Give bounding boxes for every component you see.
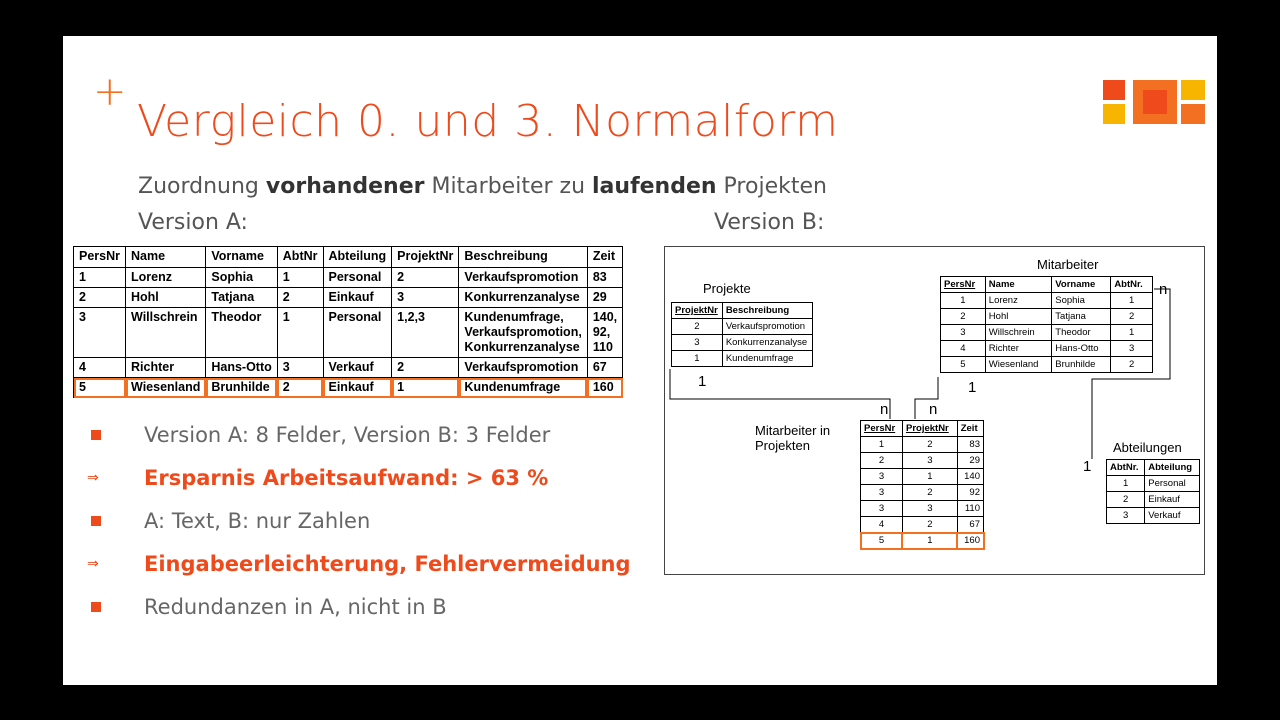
table-cell: 2 <box>902 485 957 501</box>
bullet-text: Ersparnis Arbeitsaufwand: > 63 % <box>144 466 549 490</box>
column-header: Beschreibung <box>722 303 812 319</box>
table-row <box>941 293 1153 309</box>
column-header: ProjektNr <box>392 247 459 268</box>
table-cell: 3 <box>74 308 126 358</box>
column-header-text: PersNr <box>944 279 976 290</box>
table-cell: Kundenumfrage <box>459 378 587 398</box>
table-row <box>1107 508 1200 524</box>
table-cell: 2 <box>277 378 323 398</box>
table-cell: Kundenumfrage, Verkaufspromotion, Konkurrenzanalyse <box>459 308 587 358</box>
table-cell: 3 <box>861 485 903 501</box>
column-header: PersNr <box>74 247 126 268</box>
table-cell: 4 <box>941 341 986 357</box>
version-a-label: Version A: <box>138 210 248 235</box>
table-cell: Verkaufspromotion <box>459 358 587 378</box>
table-cell: Theodor <box>1052 325 1111 341</box>
table-cell: Lorenz <box>126 268 206 288</box>
table-cell: 1 <box>277 268 323 288</box>
cardinality-projekte: 1 <box>698 373 707 390</box>
table-cell: 2 <box>902 437 957 453</box>
table-row <box>1107 492 1200 508</box>
table-row <box>861 501 984 517</box>
table-cell: Sophia <box>206 268 277 288</box>
bullet-item <box>87 592 647 622</box>
table-cell: 4 <box>74 358 126 378</box>
table-cell: 140 <box>957 469 983 485</box>
table-cell: Tatjana <box>1052 309 1111 325</box>
table-cell: 5 <box>941 357 986 373</box>
table-cell: Theodor <box>206 308 277 358</box>
mip-title: Mitarbeiter in Projekten <box>755 423 831 453</box>
version-b-label: Version B: <box>714 210 825 235</box>
mitarbeiter-title: Mitarbeiter <box>1037 257 1099 272</box>
table-cell: 110 <box>957 501 983 517</box>
table-row <box>74 358 623 378</box>
table-cell: 1 <box>277 308 323 358</box>
table-cell: 2 <box>277 288 323 308</box>
table-cell: Verkaufspromotion <box>459 268 587 288</box>
table-cell: Einkauf <box>323 378 392 398</box>
projekte-table <box>671 302 813 367</box>
column-header: Zeit <box>587 247 622 268</box>
table-row <box>941 357 1153 373</box>
table-cell: 3 <box>861 501 903 517</box>
table-row <box>74 288 623 308</box>
table-cell: Konkurrenzanalyse <box>722 335 812 351</box>
arrow-icon: ⇒ <box>87 556 99 572</box>
bullet-text: A: Text, B: nur Zahlen <box>144 509 371 533</box>
table-cell: 2 <box>392 268 459 288</box>
table-cell: Willschrein <box>126 308 206 358</box>
table-cell: 83 <box>587 268 622 288</box>
abteilungen-title: Abteilungen <box>1113 440 1182 455</box>
column-header: AbtNr <box>277 247 323 268</box>
table-cell: Brunhilde <box>206 378 277 398</box>
table-cell: 1 <box>902 533 957 549</box>
table-cell: Konkurrenzanalyse <box>459 288 587 308</box>
column-header <box>902 421 957 437</box>
cardinality-mip-n2: n <box>929 401 938 418</box>
table-row <box>1107 476 1200 492</box>
logo <box>1103 80 1205 124</box>
table-cell: 3 <box>941 325 986 341</box>
column-header-text: PersNr <box>864 423 896 434</box>
table-row <box>861 533 984 549</box>
table-cell: Hohl <box>126 288 206 308</box>
table-cell: 1 <box>1111 293 1153 309</box>
table-cell: 1 <box>74 268 126 288</box>
table-row <box>672 351 813 367</box>
table-cell: 3 <box>1111 341 1153 357</box>
bullet-item <box>87 506 647 536</box>
plus-icon: + <box>93 69 127 115</box>
arrow-icon: ⇒ <box>87 470 99 486</box>
column-header-text: ProjektNr <box>675 305 718 316</box>
table-cell: Sophia <box>1052 293 1111 309</box>
table-cell: 5 <box>861 533 903 549</box>
mip-table <box>860 420 984 549</box>
column-header: Abteilung <box>1145 460 1200 476</box>
table-row <box>941 309 1153 325</box>
page-title: Vergleich 0. und 3. Normalform <box>137 96 839 147</box>
table-cell: 2 <box>672 319 723 335</box>
table-row <box>861 437 984 453</box>
table-row <box>74 268 623 288</box>
table-cell: 3 <box>902 501 957 517</box>
square-bullet-icon <box>91 430 101 440</box>
column-header <box>861 421 903 437</box>
table-cell: Hans-Otto <box>206 358 277 378</box>
table-cell: 1 <box>1107 476 1145 492</box>
table-cell: Wiesenland <box>126 378 206 398</box>
abteilungen-table <box>1106 459 1200 524</box>
table-cell: 29 <box>587 288 622 308</box>
table-cell: 2 <box>74 288 126 308</box>
table-cell: Hans-Otto <box>1052 341 1111 357</box>
table-cell: Personal <box>1145 476 1200 492</box>
slide <box>63 36 1217 685</box>
table-row <box>941 341 1153 357</box>
table-cell: Einkauf <box>323 288 392 308</box>
column-header <box>941 277 986 293</box>
cardinality-abteilungen: 1 <box>1083 458 1092 475</box>
table-cell: Personal <box>323 268 392 288</box>
table-row <box>672 335 813 351</box>
table-cell: 1 <box>1111 325 1153 341</box>
table-cell: 29 <box>957 453 983 469</box>
table-cell: 67 <box>957 517 983 533</box>
table-cell: 2 <box>941 309 986 325</box>
table-row <box>672 319 813 335</box>
table-cell: 3 <box>392 288 459 308</box>
table-cell: 3 <box>1107 508 1145 524</box>
column-header: Abteilung <box>323 247 392 268</box>
bullet-item <box>87 549 647 579</box>
table-cell: 1,2,3 <box>392 308 459 358</box>
table-cell: 92 <box>957 485 983 501</box>
bullet-text: Eingabeerleichterung, Fehlervermeidung <box>144 552 631 576</box>
table-cell: 1 <box>861 437 903 453</box>
table-cell: 3 <box>277 358 323 378</box>
table-cell: Kundenumfrage <box>722 351 812 367</box>
table-cell: 160 <box>957 533 983 549</box>
cardinality-mip-n1: n <box>880 401 889 418</box>
column-header: Zeit <box>957 421 983 437</box>
table-cell: 5 <box>74 378 126 398</box>
column-header <box>672 303 723 319</box>
table-cell: 2 <box>1111 309 1153 325</box>
column-header: Beschreibung <box>459 247 587 268</box>
table-row <box>861 517 984 533</box>
column-header: AbtNr. <box>1107 460 1145 476</box>
column-header: Vorname <box>1052 277 1111 293</box>
table-cell: Hohl <box>985 309 1051 325</box>
table-cell: 160 <box>587 378 622 398</box>
table-row <box>861 469 984 485</box>
table-cell: 3 <box>902 453 957 469</box>
table-cell: Verkauf <box>1145 508 1200 524</box>
cardinality-mitarbeiter: 1 <box>968 379 977 396</box>
table-cell: 1 <box>941 293 986 309</box>
square-bullet-icon <box>91 602 101 612</box>
table-cell: 140, 92, 110 <box>587 308 622 358</box>
table-cell: Wiesenland <box>985 357 1051 373</box>
cardinality-mitarbeiter-n: n <box>1159 281 1168 298</box>
square-bullet-icon <box>91 516 101 526</box>
table-row <box>74 378 623 398</box>
mitarbeiter-table <box>940 276 1153 373</box>
table-cell: 2 <box>392 358 459 378</box>
diagram-version-b <box>664 246 1205 575</box>
column-header: AbtNr. <box>1111 277 1153 293</box>
table-cell: 2 <box>1107 492 1145 508</box>
subtitle: Zuordnung vorhandener Mitarbeiter zu laufenden Projekten <box>138 174 827 199</box>
column-header-text: ProjektNr <box>905 423 949 434</box>
column-header: Name <box>985 277 1051 293</box>
table-cell: Verkaufspromotion <box>722 319 812 335</box>
bullet-item <box>87 463 647 493</box>
bullet-text: Redundanzen in A, nicht in B <box>144 595 447 619</box>
table-cell: Lorenz <box>985 293 1051 309</box>
table-cell: 4 <box>861 517 903 533</box>
table-row <box>74 308 623 358</box>
table-cell: Willschrein <box>985 325 1051 341</box>
table-cell: 1 <box>672 351 723 367</box>
table-cell: 3 <box>672 335 723 351</box>
column-header: Vorname <box>206 247 277 268</box>
table-version-a <box>73 246 623 398</box>
bullet-item <box>87 420 647 450</box>
table-cell: 2 <box>861 453 903 469</box>
table-cell: 83 <box>957 437 983 453</box>
column-header: Name <box>126 247 206 268</box>
projekte-title: Projekte <box>703 281 751 296</box>
table-cell: 2 <box>902 517 957 533</box>
table-cell: 1 <box>902 469 957 485</box>
table-row <box>861 485 984 501</box>
table-cell: 3 <box>861 469 903 485</box>
table-cell: Richter <box>126 358 206 378</box>
bullet-text: Version A: 8 Felder, Version B: 3 Felder <box>144 423 551 447</box>
table-cell: Personal <box>323 308 392 358</box>
table-cell: 2 <box>1111 357 1153 373</box>
table-row <box>861 453 984 469</box>
table-cell: Richter <box>985 341 1051 357</box>
table-cell: 1 <box>392 378 459 398</box>
table-cell: Verkauf <box>323 358 392 378</box>
table-cell: Tatjana <box>206 288 277 308</box>
table-cell: 67 <box>587 358 622 378</box>
table-cell: Brunhilde <box>1052 357 1111 373</box>
table-cell: Einkauf <box>1145 492 1200 508</box>
table-row <box>941 325 1153 341</box>
